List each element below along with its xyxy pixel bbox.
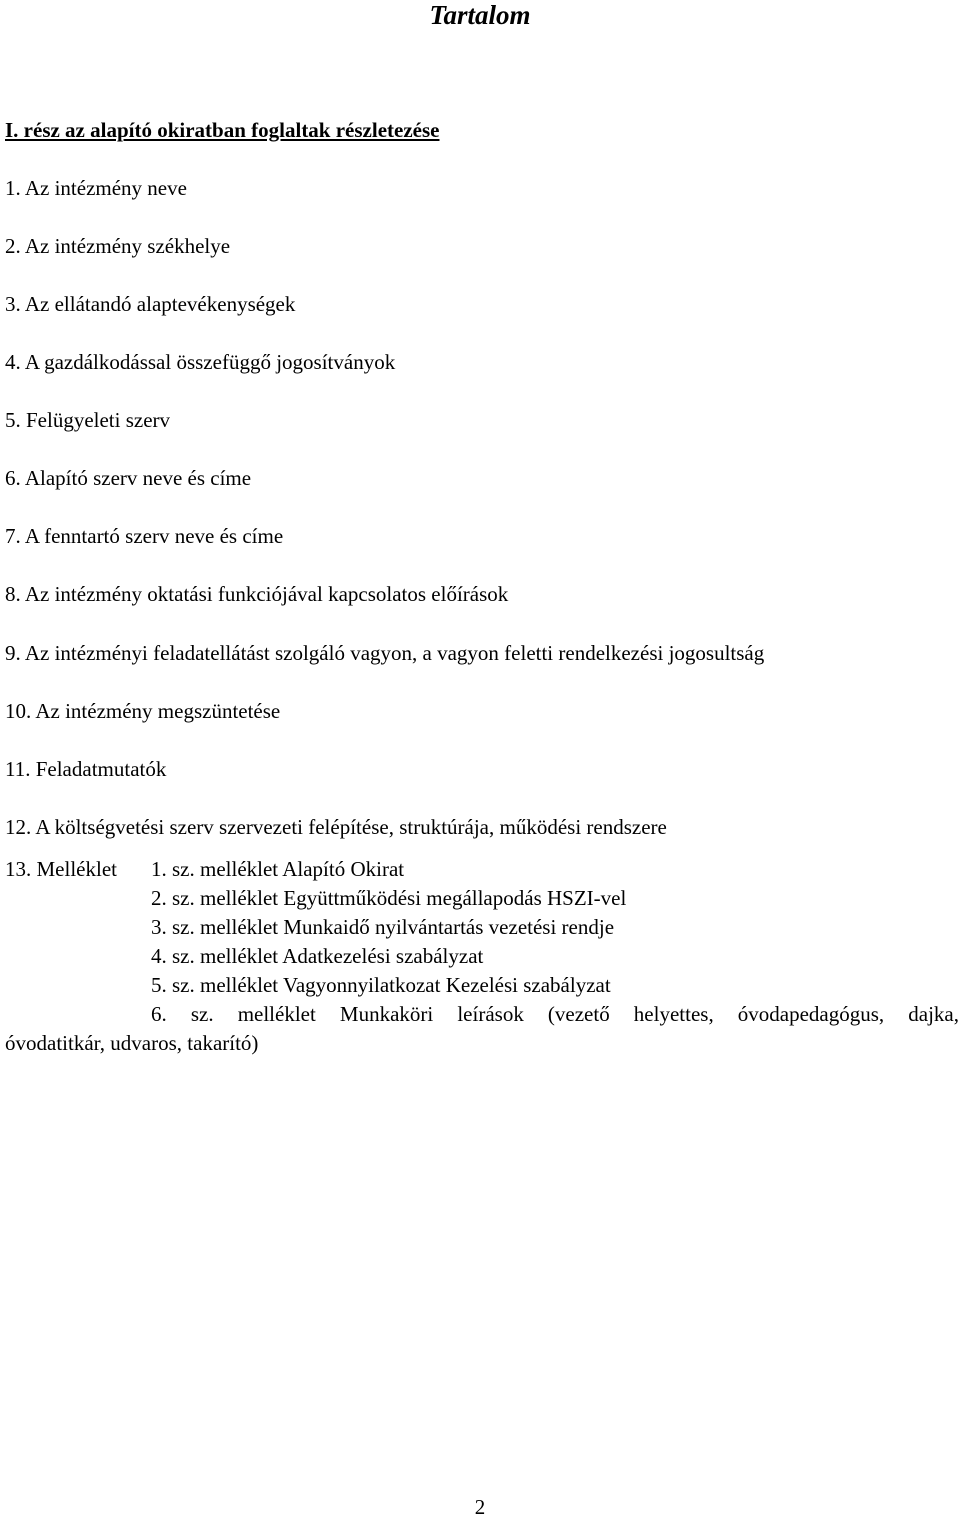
toc-item-1: 1. Az intézmény neve [5, 176, 187, 200]
toc-item-2: 2. Az intézmény székhelye [5, 234, 231, 258]
annex-item-6: 6. sz. melléklet Munkaköri leírások (vezető helyettes, óvodapedagógus, dajka, [151, 1002, 959, 1026]
part-heading: I. rész az alapító okiratban foglaltak részletezése [5, 118, 440, 142]
toc-item-9: 9. Az intézményi feladatellátást szolgáló vagyon, a vagyon feletti rendelkezési jogosultság [5, 641, 765, 665]
annex-label: 13. Melléklet [5, 857, 117, 881]
annex-item-1: 1. sz. melléklet Alapító Okirat [151, 857, 405, 881]
toc-item-8: 8. Az intézmény oktatási funkciójával kapcsolatos előírások [5, 582, 509, 606]
toc-item-7: 7. A fenntartó szerv neve és címe [5, 524, 284, 548]
annex-item-3: 3. sz. melléklet Munkaidő nyilvántartás vezetési rendje [151, 915, 615, 939]
toc-item-10: 10. Az intézmény megszüntetése [5, 699, 281, 723]
annex-item-6-continuation: óvodatitkár, udvaros, takarító) [5, 1031, 259, 1055]
annex-item-2: 2. sz. melléklet Együttműködési megállapodás HSZI-vel [151, 886, 627, 910]
annex-item-4: 4. sz. melléklet Adatkezelési szabályzat [151, 944, 484, 968]
toc-item-12: 12. A költségvetési szerv szervezeti felépítése, struktúrája, működési rendszere [5, 815, 667, 839]
toc-item-4: 4. A gazdálkodással összefüggő jogosítványok [5, 350, 396, 374]
annex-item-5: 5. sz. melléklet Vagyonnyilatkozat Kezelési szabályzat [151, 973, 611, 997]
toc-item-11: 11. Feladatmutatók [5, 757, 167, 781]
toc-item-3: 3. Az ellátandó alaptevékenységek [5, 292, 296, 316]
page-title: Tartalom [429, 0, 531, 30]
toc-item-5: 5. Felügyeleti szerv [5, 408, 171, 432]
toc-item-6: 6. Alapító szerv neve és címe [5, 466, 252, 490]
page-number: 2 [474, 1495, 486, 1519]
